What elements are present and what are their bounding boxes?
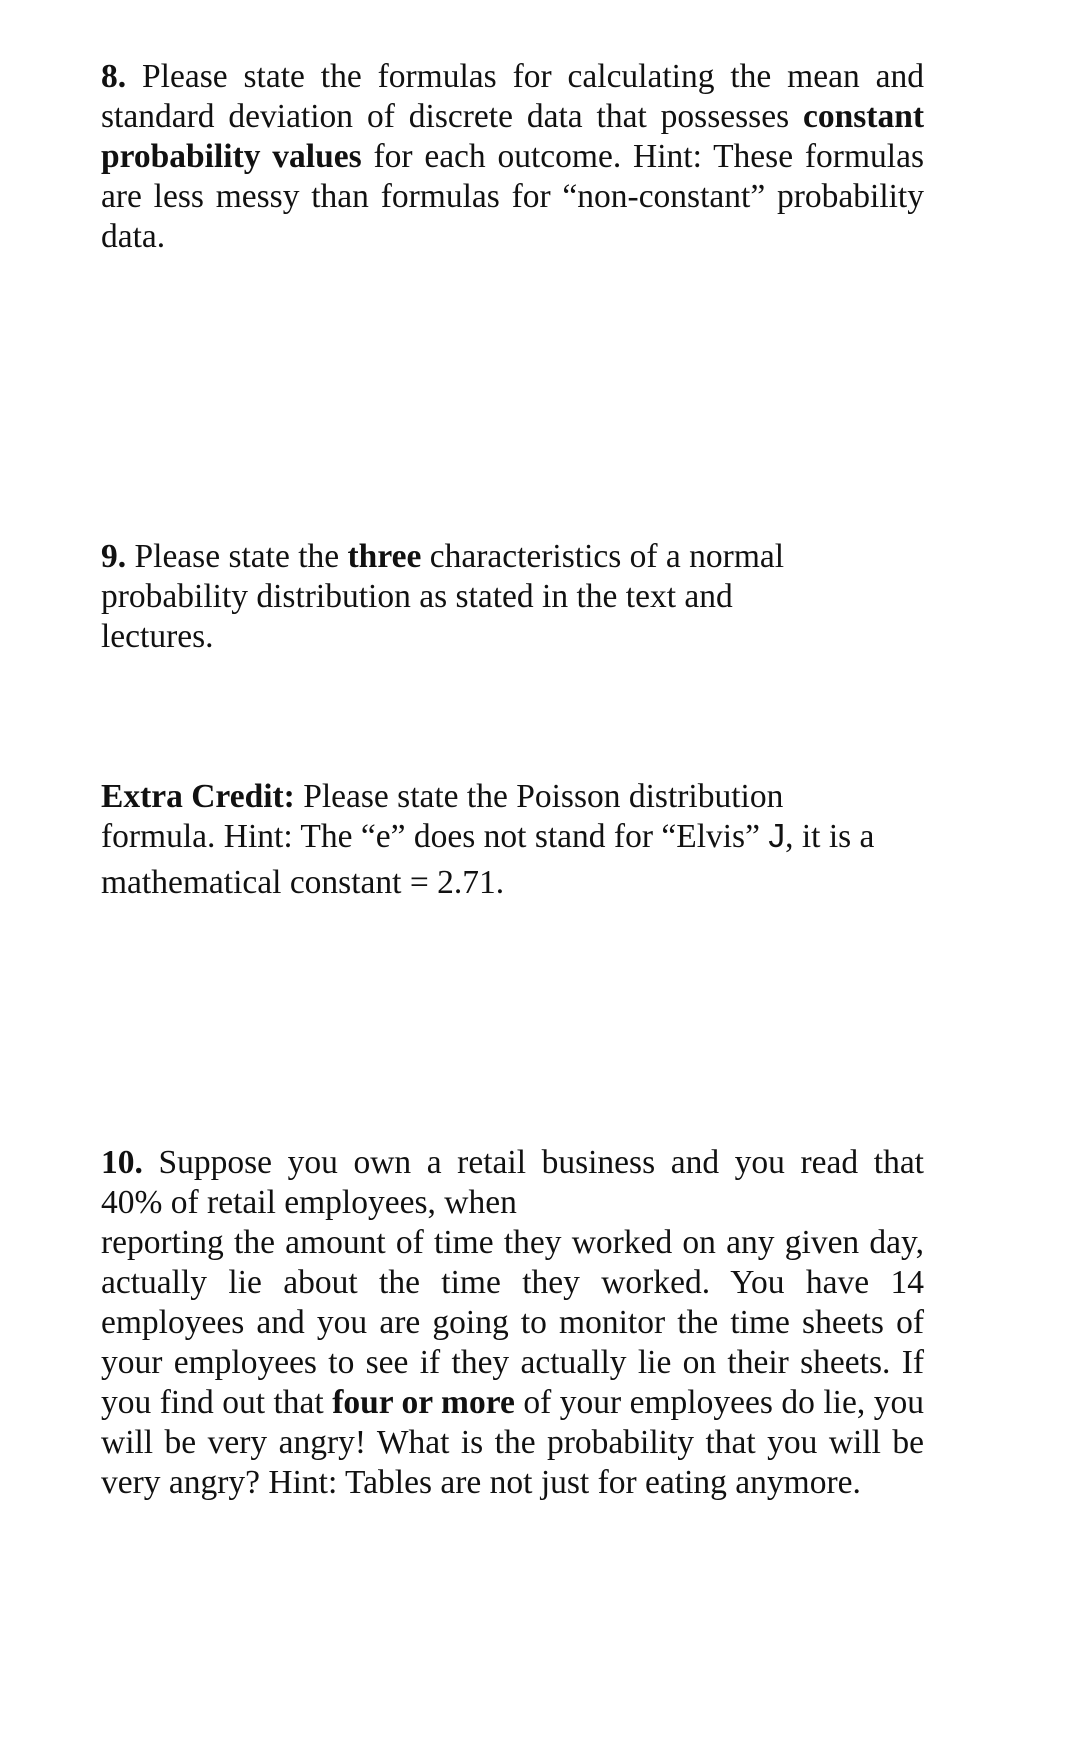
question-10-body-start: reporting the amount of time they worked on any given day, actually lie about the time they worked. You have 14 employees and you are going to monitor the time sheets of your employees to see if they actually lie on their sheets. If you find out that — [101, 1224, 924, 1421]
smiley-glyph: J — [768, 818, 786, 855]
question-10 — [101, 1143, 924, 1503]
question-10-number: 10. — [101, 1144, 143, 1181]
extra-credit-line-2-start: formula. Hint: The “e” does not stand for “Elvis” — [101, 818, 769, 855]
extra-credit — [101, 777, 924, 903]
question-10-body — [101, 1223, 924, 1503]
question-10-body-end: of your employees do lie, you will be very angry! What is the probability that you will be very angry? Hint: Tables are not just for eating anymore. — [101, 1384, 924, 1501]
question-8-number: 8. — [101, 58, 127, 95]
question-9-line-3: lectures. — [101, 618, 214, 655]
question-8 — [101, 57, 924, 257]
question-8-bold-phrase: constant probability values — [101, 98, 924, 175]
extra-credit-line-1 — [101, 777, 924, 817]
question-9 — [101, 537, 924, 657]
extra-credit-line-3: mathematical constant = 2.71. — [101, 864, 505, 901]
question-9-number: 9. — [101, 538, 127, 575]
question-10-bold-phrase: four or more — [332, 1384, 515, 1421]
extra-credit-line-1-text: Please state the Poisson distribution — [294, 778, 784, 815]
question-10-line-1 — [101, 1143, 924, 1183]
question-8-text-end: for each outcome. Hint: These formulas are less messy than formulas for “non-constant” probability data. — [101, 138, 924, 255]
question-9-bold-word: three — [347, 538, 422, 575]
question-10-line-1-text: Suppose you own a retail business and you read that — [142, 1144, 924, 1181]
extra-credit-line-2-end: , it is a — [785, 818, 875, 855]
question-9-line-1 — [101, 537, 924, 577]
question-9-line-2: probability distribution as stated in the text and — [101, 578, 733, 615]
question-9-text-start: Please state the — [126, 538, 348, 575]
question-9-text-end: characteristics of a normal — [421, 538, 785, 575]
question-10-line-2: 40% of retail employees, when — [101, 1184, 517, 1221]
question-8-text-start: Please state the formulas for calculating the mean and standard deviation of discrete data that possesses — [101, 58, 924, 135]
extra-credit-line-2 — [101, 817, 924, 857]
extra-credit-label: Extra Credit: — [101, 778, 295, 815]
